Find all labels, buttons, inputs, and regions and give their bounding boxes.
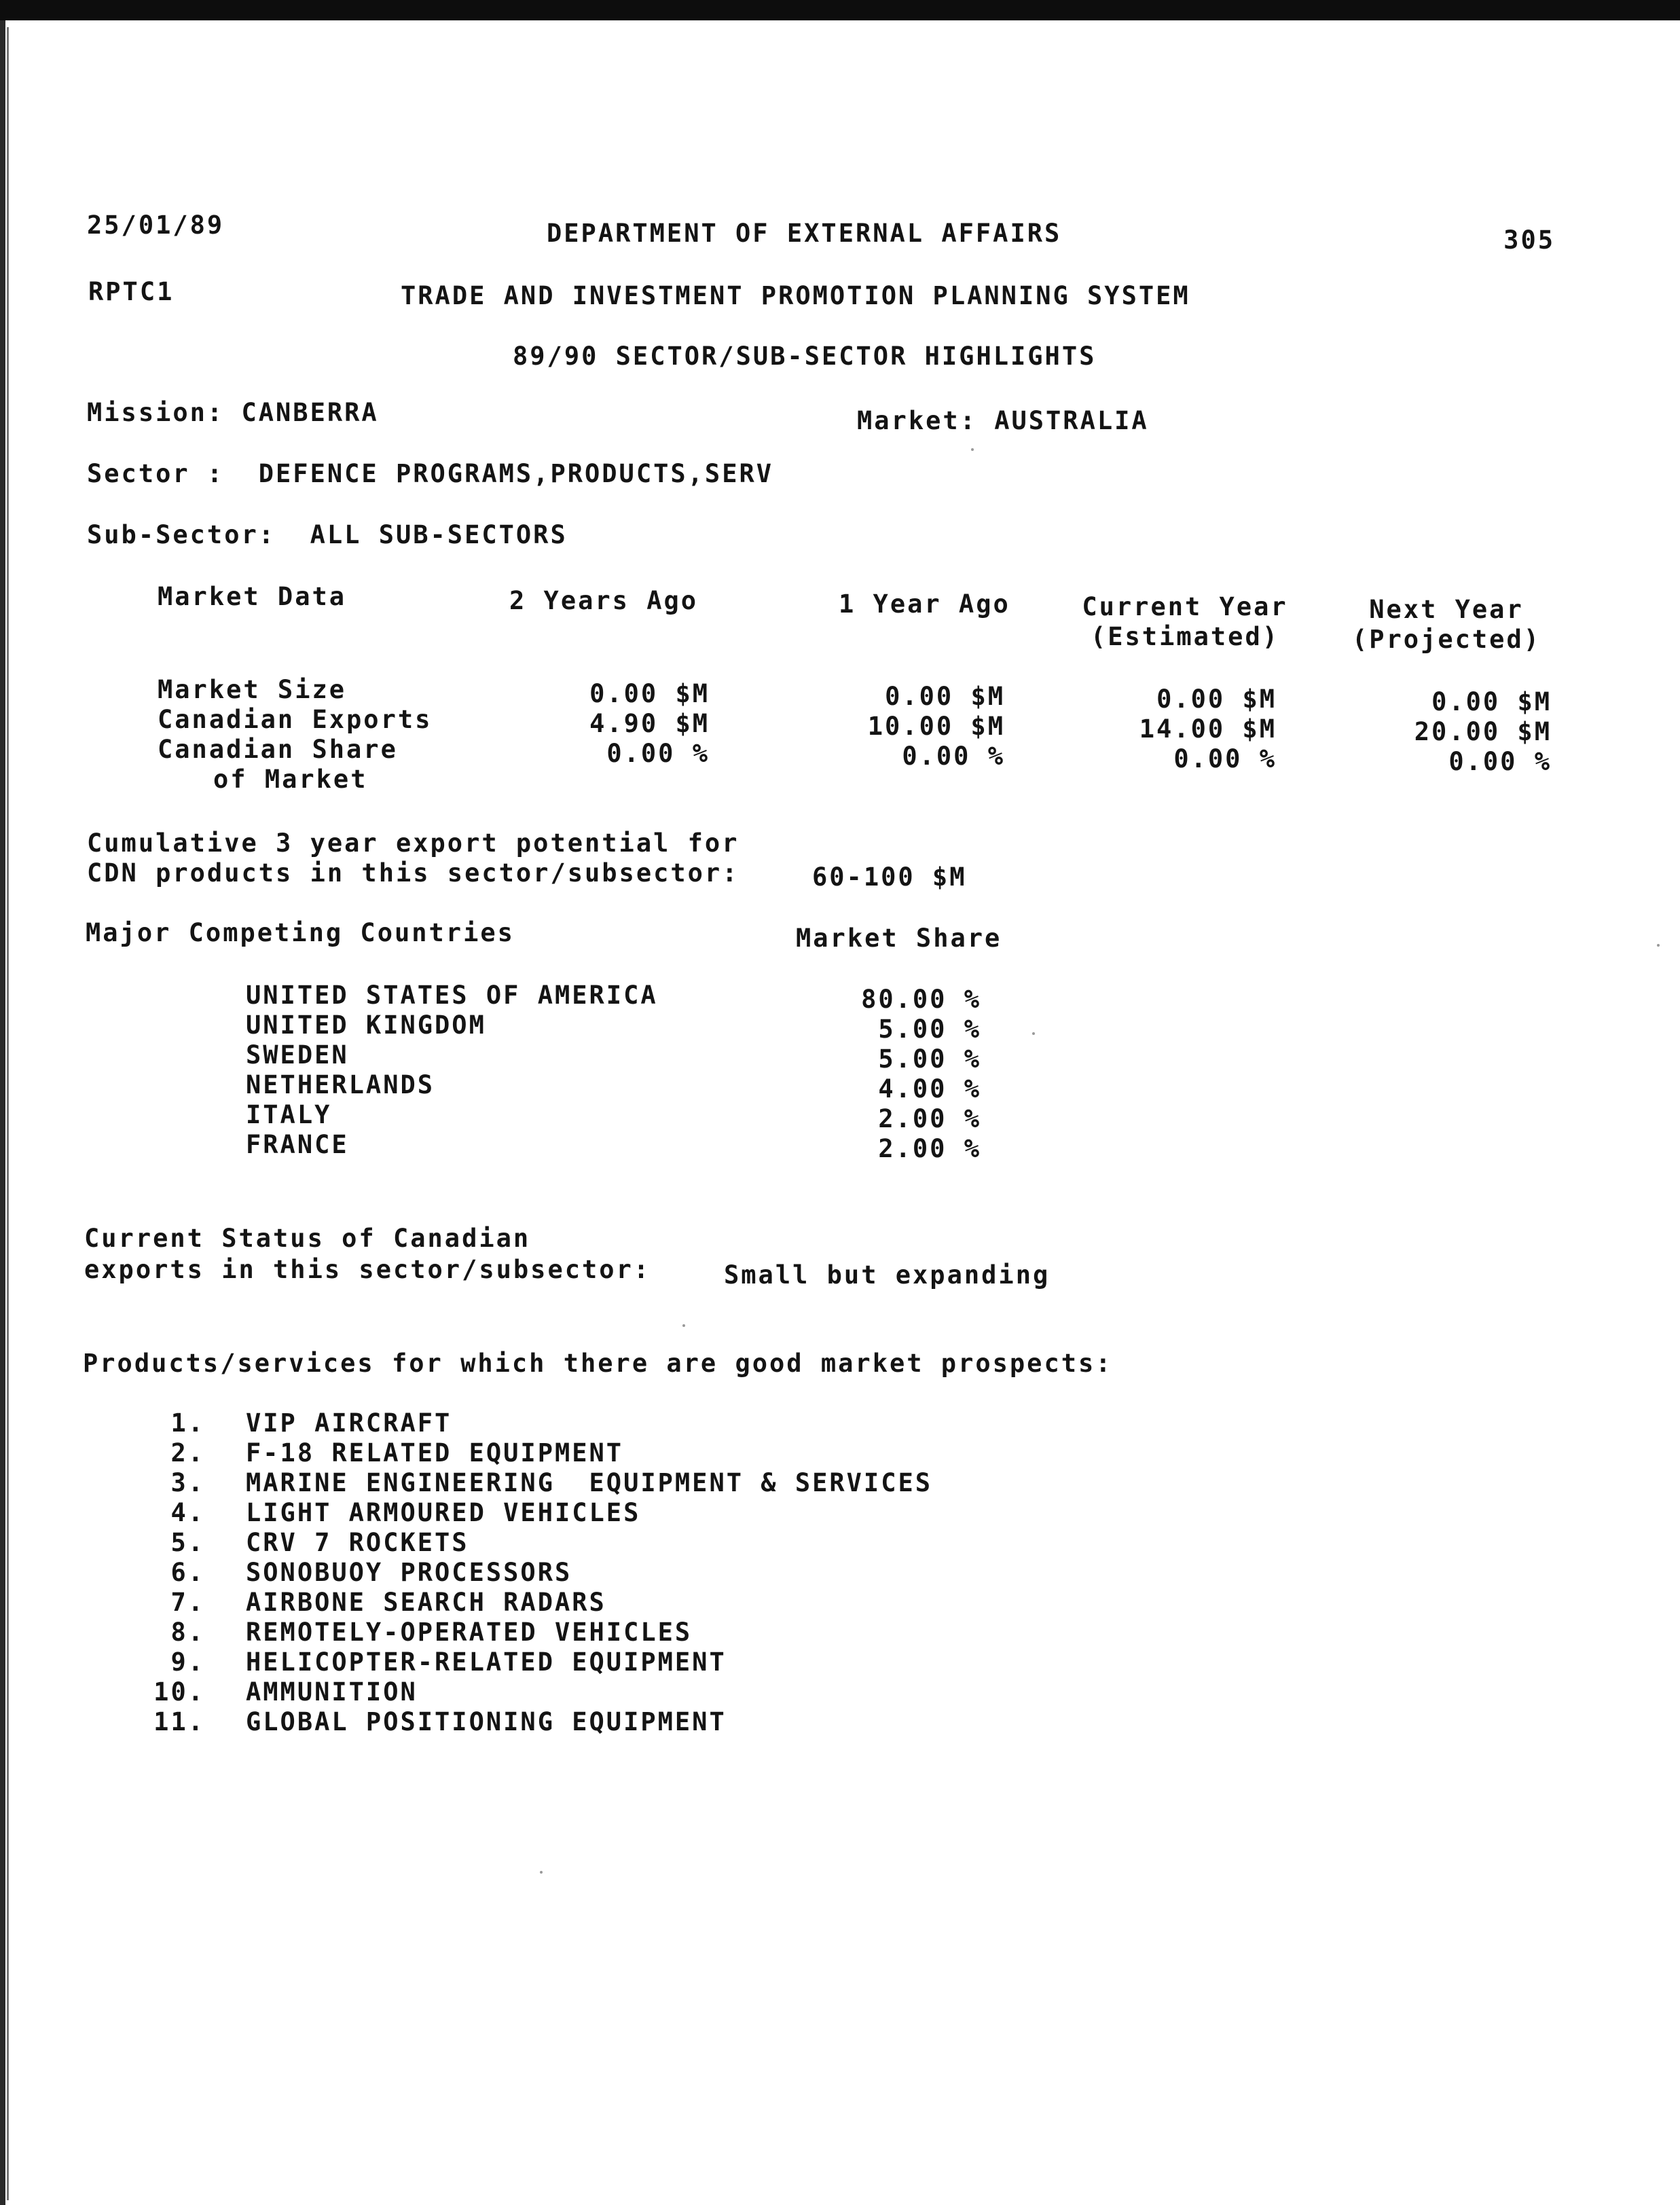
mission-label: Mission: CANBERRA [87, 398, 379, 427]
row-value: 4.90 $M [589, 709, 710, 738]
scan-speck [540, 1871, 543, 1874]
competitor-share: 5.00 % [878, 1015, 981, 1044]
col-next-year-subheader: (Projected) [1351, 625, 1541, 654]
competitor-country: SWEDEN [246, 1040, 349, 1070]
status-line-1: Current Status of Canadian [84, 1224, 531, 1253]
row-value: 0.00 $M [589, 679, 710, 708]
row-label: Canadian Share [158, 735, 398, 764]
competitors-header: Major Competing Countries [86, 918, 515, 947]
competitor-share: 2.00 % [878, 1134, 981, 1163]
prospect-number: 1. [170, 1408, 205, 1438]
competitor-country: FRANCE [246, 1130, 349, 1159]
prospect-number: 8. [170, 1618, 205, 1647]
system-title: TRADE AND INVESTMENT PROMOTION PLANNING SYSTEM [401, 281, 1190, 310]
department-title: DEPARTMENT OF EXTERNAL AFFAIRS [547, 219, 1062, 248]
scan-speck [971, 448, 974, 451]
scan-left-shadow [7, 27, 9, 2200]
prospect-number: 3. [170, 1468, 205, 1497]
prospect-item: HELICOPTER-RELATED EQUIPMENT [246, 1647, 727, 1677]
prospect-item: SONOBUOY PROCESSORS [246, 1558, 572, 1587]
col-next-year-header: Next Year [1369, 595, 1524, 624]
competitor-country: UNITED KINGDOM [246, 1010, 486, 1040]
competitor-country: NETHERLANDS [246, 1070, 435, 1099]
prospect-number: 10. [153, 1677, 205, 1707]
prospect-number: 2. [170, 1438, 205, 1468]
prospect-item: AIRBONE SEARCH RADARS [246, 1588, 606, 1617]
report-title: 89/90 SECTOR/SUB-SECTOR HIGHLIGHTS [513, 342, 1097, 371]
prospect-item: LIGHT ARMOURED VEHICLES [246, 1498, 641, 1527]
prospect-number: 9. [170, 1647, 205, 1677]
row-value: 10.00 $M [867, 712, 1005, 741]
subsector-label: Sub-Sector: ALL SUB-SECTORS [87, 520, 568, 549]
report-date: 25/01/89 [87, 211, 225, 240]
prospect-item: AMMUNITION [246, 1677, 418, 1707]
row-label-continued: of Market [213, 765, 368, 794]
prospect-item: VIP AIRCRAFT [246, 1408, 452, 1438]
competitor-share: 80.00 % [861, 985, 981, 1014]
competitor-country: UNITED STATES OF AMERICA [246, 981, 658, 1010]
row-value: 0.00 % [1173, 744, 1277, 773]
row-value: 0.00 $M [1156, 685, 1277, 714]
report-code: RPTC1 [88, 277, 175, 306]
status-value: Small but expanding [724, 1260, 1051, 1290]
row-value: 0.00 % [902, 742, 1005, 771]
prospects-heading: Products/services for which there are good market prospects: [83, 1349, 1113, 1378]
row-value: 0.00 $M [1431, 687, 1552, 716]
prospect-item: F-18 RELATED EQUIPMENT [246, 1438, 624, 1468]
row-value: 0.00 $M [885, 682, 1005, 711]
potential-line-2: CDN products in this sector/subsector: [87, 858, 739, 888]
row-value: 20.00 $M [1414, 717, 1552, 746]
scan-left-border [0, 20, 5, 2205]
market-label: Market: AUSTRALIA [857, 406, 1149, 435]
market-data-header: Market Data [158, 582, 347, 611]
scan-speck [1657, 944, 1660, 947]
potential-value: 60-100 $M [812, 862, 967, 892]
sector-label: Sector : DEFENCE PROGRAMS,PRODUCTS,SERV [87, 459, 774, 488]
prospect-number: 7. [170, 1588, 205, 1617]
competitor-share: 2.00 % [878, 1104, 981, 1133]
col-2-years-ago-header: 2 Years Ago [509, 586, 699, 615]
prospect-item: CRV 7 ROCKETS [246, 1528, 469, 1557]
potential-line-1: Cumulative 3 year export potential for [87, 828, 739, 858]
competitor-country: ITALY [246, 1100, 332, 1129]
col-1-year-ago-header: 1 Year Ago [839, 589, 1010, 619]
prospect-number: 11. [153, 1707, 205, 1736]
scan-speck [1032, 1032, 1035, 1035]
competitor-share: 4.00 % [878, 1074, 981, 1104]
status-line-2: exports in this sector/subsector: [84, 1255, 651, 1284]
prospect-number: 5. [170, 1528, 205, 1557]
page-number: 305 [1503, 225, 1555, 255]
prospect-item: MARINE ENGINEERING EQUIPMENT & SERVICES [246, 1468, 933, 1497]
row-value: 14.00 $M [1139, 714, 1277, 744]
col-current-year-subheader: (Estimated) [1090, 622, 1280, 651]
competitors-share-header: Market Share [796, 924, 1002, 953]
scan-speck [682, 1324, 685, 1327]
prospect-number: 4. [170, 1498, 205, 1527]
row-value: 0.00 % [1448, 747, 1552, 776]
prospect-item: GLOBAL POSITIONING EQUIPMENT [246, 1707, 727, 1736]
scan-top-border [0, 0, 1680, 20]
row-label: Canadian Exports [158, 705, 433, 734]
col-current-year-header: Current Year [1082, 592, 1288, 621]
competitor-share: 5.00 % [878, 1044, 981, 1074]
row-label: Market Size [158, 675, 347, 704]
prospect-number: 6. [170, 1558, 205, 1587]
row-value: 0.00 % [606, 739, 710, 768]
prospect-item: REMOTELY-OPERATED VEHICLES [246, 1618, 693, 1647]
